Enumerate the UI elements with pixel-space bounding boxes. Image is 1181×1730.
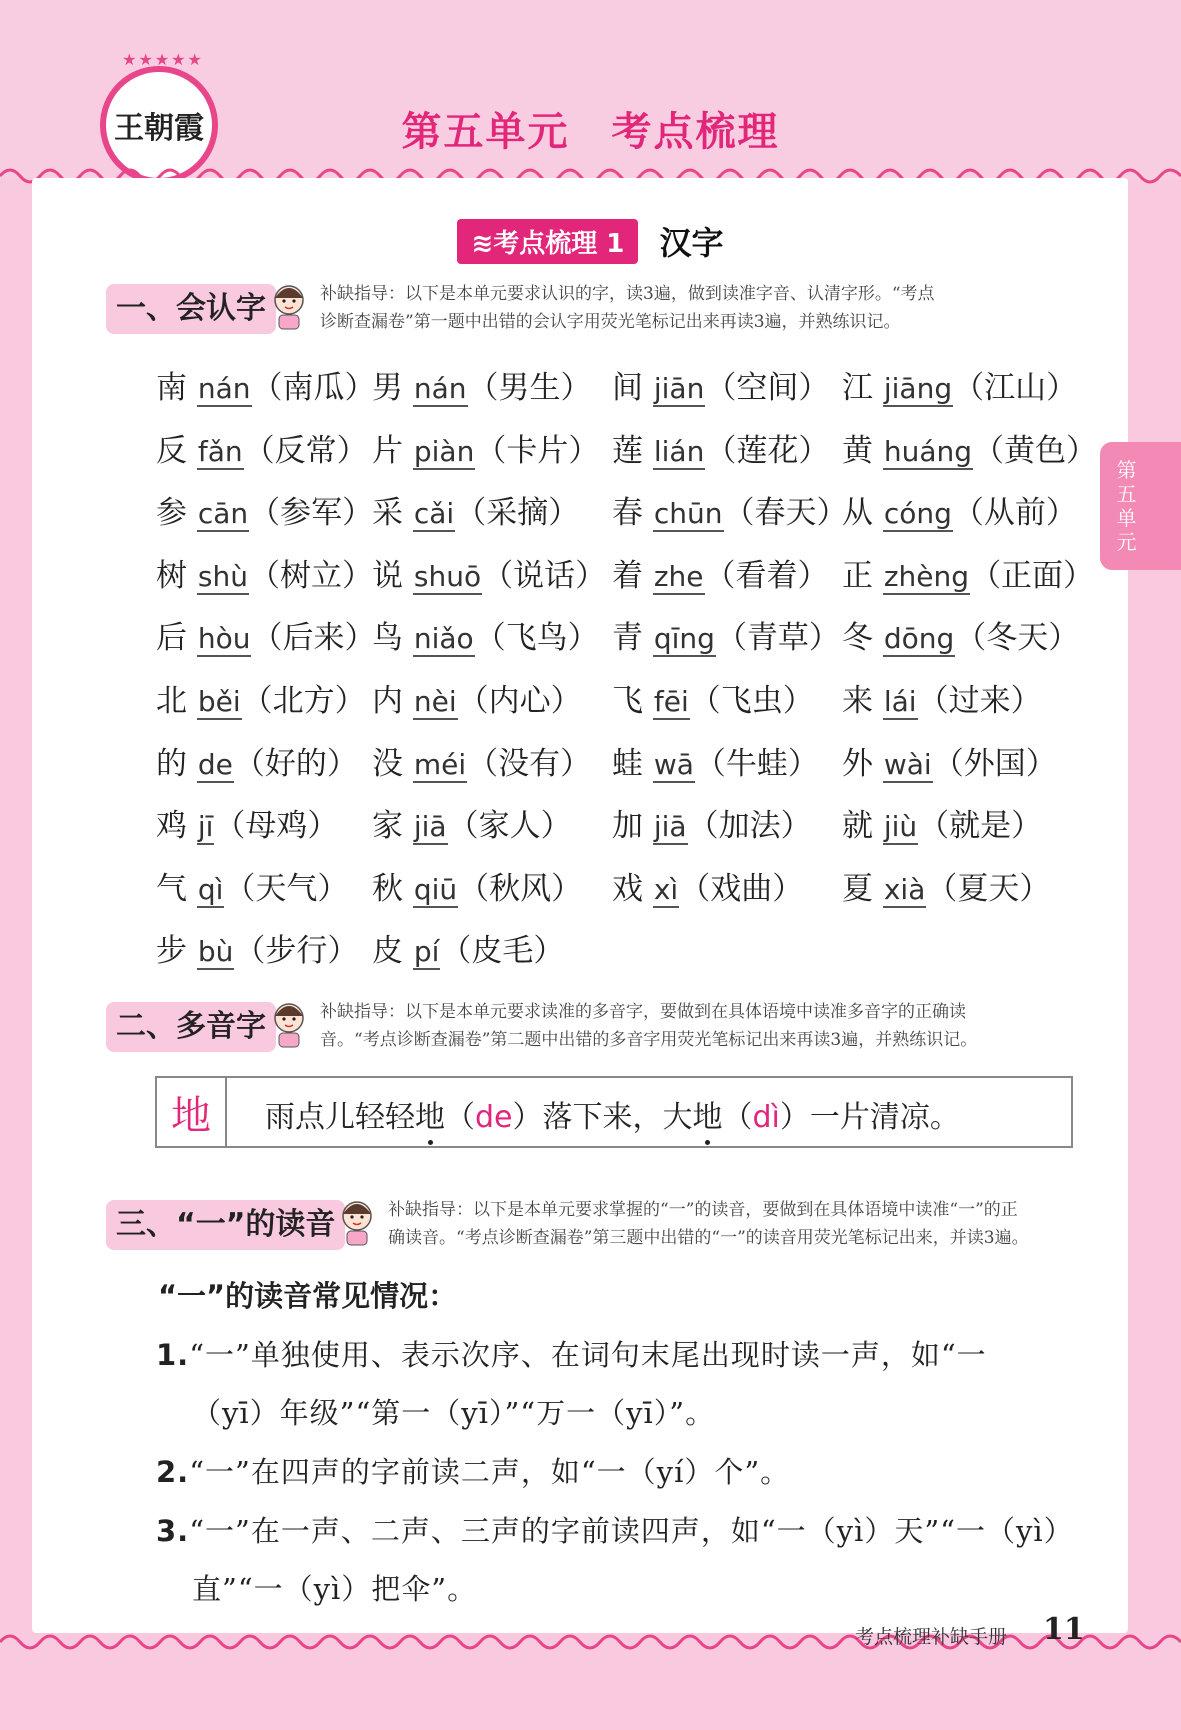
character-entry [156,550,373,595]
unit-side-tab[interactable] [1100,442,1181,570]
character-entry [842,738,1057,783]
example-word: （空间） [705,370,830,406]
cartoon-girl-icon [336,1196,378,1248]
rule-text: “一”在四声的字前读二声，如“一（yí）个”。 [189,1455,791,1489]
example-word: （采摘） [455,495,580,532]
rule-number: 3. [156,1514,190,1548]
hanzi-character: 春 [612,495,643,532]
pinyin: fǎn [197,434,243,468]
rule-text: “一”单独使用、表示次序、在词句末尾出现时读一声，如“一 [189,1338,987,1372]
character-entry [156,863,348,908]
hanzi-character: 莲 [612,432,643,469]
pinyin: huáng [883,434,973,468]
logo-stars: ★★★★★ [122,50,204,69]
footer-book-title: 考点梳理补缺手册 [855,1626,1008,1648]
part3-guide-line2: 确读音。“考点诊断查漏卷”第三题中出错的“一”的读音用荧光笔标记出来，并读3遍。 [388,1228,1029,1248]
pinyin: wā [653,747,694,781]
example-word: （步行） [234,933,359,970]
polyphone-example-box [155,1076,1073,1148]
pinyin: nèi [413,685,457,718]
character-entry [612,487,848,532]
dotted-character: 地 [415,1100,445,1135]
example-word: （说话） [482,557,607,594]
hanzi-character: 江 [842,370,873,406]
pinyin: wài [883,747,932,781]
example-word: （母鸡） [214,808,339,845]
character-entry [612,612,840,657]
pinyin: nán [197,372,251,405]
example-word: （好的） [233,745,358,782]
example-word: （黄色） [973,432,1098,469]
example-word: （牛蛙） [694,745,819,782]
character-entry [372,925,564,970]
hanzi-character: 鸟 [372,620,403,657]
side-tab-char: 元 [1116,530,1137,554]
hanzi-character: 树 [156,557,187,594]
logo-text: 王朝霞 [114,111,204,146]
pinyin: jiù [883,810,918,844]
hanzi-character: 片 [372,432,403,469]
example-word: （正面） [970,557,1095,594]
rule-text: “一”在一声、二声、三声的字前读四声，如“一（yì）天”“一（yì） [189,1514,1074,1548]
hanzi-character: 鸡 [156,808,187,845]
example-word: （飞虫） [689,683,814,719]
pinyin: shuō [413,559,482,593]
pinyin: zhe [653,559,704,593]
character-entry [842,362,1077,407]
pinyin: zhèng [883,559,970,593]
hanzi-character: 青 [612,620,643,657]
pinyin: lián [653,434,705,468]
example-word: （卡片） [475,432,600,469]
pinyin: jiāng [883,372,953,405]
side-tab-char: 第 [1116,458,1137,482]
hanzi-character: 正 [842,557,873,594]
example-word: （莲花） [705,432,830,469]
pinyin: jiān [653,372,705,405]
character-entry [156,675,366,720]
character-entry [612,550,829,595]
character-entry [372,362,592,407]
character-entry [372,487,579,532]
sentence-part: 一片清凉。 [809,1100,960,1135]
character-entry [156,738,358,783]
hanzi-character: 加 [612,808,643,845]
character-entry [612,675,814,720]
character-entry [612,863,803,908]
pinyin: qì [197,872,224,906]
character-entry [612,362,829,407]
character-entry [842,425,1097,470]
pinyin: fēi [653,685,689,718]
side-tab-char: 单 [1116,506,1137,530]
example-word: （男生） [467,370,592,406]
example-word: （戏曲） [679,870,804,907]
hanzi-character: 参 [156,495,187,532]
example-word: （天气） [224,870,349,907]
example-word: （看着） [704,557,829,594]
hanzi-character: 家 [372,808,403,845]
hanzi-character: 外 [842,745,873,782]
hanzi-character: 着 [612,557,643,594]
example-word: （家人） [447,808,572,845]
section-title: 汉字 [659,224,724,262]
character-entry [156,800,338,845]
hanzi-character: 的 [156,745,187,782]
pinyin: jiā [653,810,687,844]
example-word: （青草） [715,620,840,657]
example-word: （飞鸟） [474,620,599,657]
part2-guide-line2: 音。“考点诊断查漏卷”第二题中出错的多音字用荧光笔标记出来再读3遍，并熟练识记。 [320,1030,978,1050]
example-word: （从前） [952,495,1077,532]
rule-2-line1 [156,1450,790,1491]
pinyin: piàn [413,434,475,468]
hanzi-character: 南 [156,370,187,406]
page-number: 11 [1043,1612,1085,1647]
character-entry [156,487,373,532]
character-entry [612,425,829,470]
pinyin: nán [413,372,467,405]
example-word: （没有） [467,745,592,782]
character-entry [372,675,582,720]
character-entry [842,612,1079,657]
character-entry [372,863,582,908]
hanzi-character: 夏 [842,870,873,907]
example-word: （参军） [249,495,374,532]
rule-number: 1. [156,1338,190,1372]
part2-label: 二、多音字 [106,1002,276,1052]
example-word: （冬天） [955,620,1080,657]
pinyin: chūn [653,497,723,531]
hanzi-character: 男 [372,370,403,406]
pinyin-reading: de [475,1100,513,1135]
pinyin: niǎo [413,622,474,656]
cartoon-girl-icon [268,280,310,332]
dotted-character: 地 [692,1100,723,1135]
part1-guide-line2: 诊断查漏卷”第一题中出错的会认字用荧光笔标记出来再读3遍，并熟练识记。 [320,312,901,332]
example-word: （夏天） [926,870,1051,907]
sentence-part: 雨点儿轻轻 [265,1100,415,1135]
character-entry [156,425,368,470]
example-word: （加法） [687,808,812,845]
character-entry [156,612,375,657]
character-entry [842,800,1042,845]
pinyin: xì [653,872,679,906]
pinyin: qiū [413,872,458,906]
hanzi-character: 内 [372,683,403,719]
pinyin: méi [413,747,467,781]
part3-label: 三、“一”的读音 [106,1200,345,1250]
part3-guide-line1: 补缺指导：以下是本单元要求掌握的“一”的读音，要做到在具体语境中读准“一”的正 [388,1200,1018,1220]
hanzi-character: 就 [842,808,873,845]
example-word: （内心） [457,683,582,719]
rule-number: 2. [156,1455,190,1489]
hanzi-character: 反 [156,432,187,469]
hanzi-character: 后 [156,620,187,657]
character-entry [372,550,606,595]
hanzi-character: 说 [372,557,403,594]
sentence-part: 落下来，大 [542,1100,693,1135]
pinyin: cóng [883,497,952,531]
hanzi-character: 步 [156,933,187,970]
polyphone-character: 地 [157,1078,227,1146]
character-entry [842,487,1077,532]
pinyin: cǎi [413,497,455,531]
section-heading [0,218,1181,264]
hanzi-character: 来 [842,683,873,719]
hanzi-character: 从 [842,495,873,532]
rule-1-line1 [156,1333,987,1374]
hanzi-character: 飞 [612,683,643,719]
character-entry [842,675,1042,720]
pinyin-reading: dì [752,1100,780,1135]
example-word: （江山） [953,370,1078,406]
polyphone-sentence: 雨点儿轻轻地（de）落下来，大地（dì）一片清凉。 [265,1100,960,1135]
pinyin: bù [197,935,234,969]
side-tab-char: 五 [1116,482,1137,506]
hanzi-character: 采 [372,495,403,532]
pinyin: shù [197,559,248,593]
character-entry [842,863,1050,908]
example-word: （就是） [918,808,1043,845]
pinyin: qīng [653,622,715,656]
rule-3-line2: 直”“一（yì）把伞”。 [192,1572,478,1606]
example-word: （后来） [251,620,376,657]
character-entry [612,738,819,783]
rule-3-line1 [156,1509,1074,1550]
pinyin: dōng [883,622,955,656]
pinyin: lái [883,685,917,718]
character-entry [156,925,358,970]
hanzi-character: 气 [156,870,187,907]
hanzi-character: 戏 [612,870,643,907]
cartoon-girl-icon [268,998,310,1050]
example-word: （外国） [932,745,1057,782]
unit-title: 第五单元 考点梳理 [401,109,780,155]
character-entry [372,738,591,783]
hanzi-character: 皮 [372,933,403,970]
pinyin: cān [197,497,249,531]
character-entry [612,800,812,845]
part1-guide-line1: 补缺指导：以下是本单元要求认识的字，读3遍，做到读准字音、认清字形。“考点 [320,284,935,304]
example-word: （树立） [248,557,373,594]
example-word: （春天） [723,495,848,532]
hanzi-character: 冬 [842,620,873,657]
example-word: （北方） [241,683,366,719]
pinyin: jī [197,810,214,844]
pinyin: pí [413,935,440,969]
hanzi-character: 蛙 [612,745,643,782]
hanzi-character: 秋 [372,870,403,907]
example-word: （皮毛） [440,933,565,970]
hanzi-character: 北 [156,683,187,719]
pinyin: jiā [413,810,447,844]
pinyin: hòu [197,622,251,656]
example-word: （南瓜） [251,370,376,406]
hanzi-character: 没 [372,745,403,782]
rule-1-line2: （yī）年级”“第一（yī）”“万一（yī）”。 [192,1396,716,1430]
character-entry [156,362,376,407]
part2-guide-line1: 补缺指导：以下是本单元要求读准的多音字，要做到在具体语境中读准多音字的正确读 [320,1002,966,1022]
reading-rules-heading: “一”的读音常见情况： [158,1279,458,1313]
pinyin: xià [883,872,926,906]
example-word: （反常） [243,432,368,469]
example-word: （过来） [917,683,1042,719]
hanzi-character: 黄 [842,432,873,469]
hanzi-character: 间 [612,370,643,406]
character-entry [372,800,572,845]
example-word: （秋风） [458,870,583,907]
character-entry [842,550,1094,595]
pinyin: běi [197,685,241,718]
pinyin: de [197,747,233,781]
character-entry [372,425,599,470]
character-entry [372,612,599,657]
section-badge: ≋考点梳理 1 [457,219,638,264]
part1-label: 一、会认字 [106,284,276,334]
